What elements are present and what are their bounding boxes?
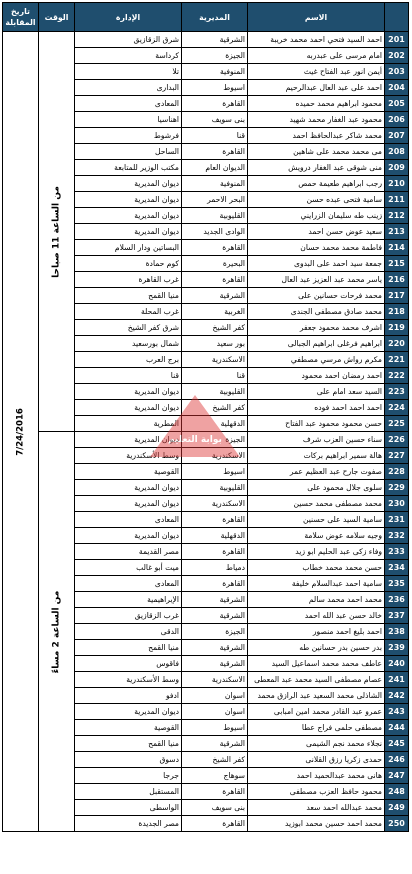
row-admin: ادفو: [75, 688, 182, 704]
row-directorate: الجيزة: [182, 432, 248, 448]
time-slot-cell: [39, 32, 75, 432]
row-directorate: بنى سويف: [182, 112, 248, 128]
row-admin: ميت أبو غالب: [75, 560, 182, 576]
row-admin: ديوان المديرية: [75, 224, 182, 240]
row-directorate: الاسكندرية: [182, 352, 248, 368]
header-admin: الإدارة: [75, 3, 182, 32]
row-number: 218: [385, 304, 409, 320]
row-admin: فرشوط: [75, 128, 182, 144]
header-date: تاريخ المقابلة: [3, 3, 39, 32]
table-body: [3, 32, 409, 832]
row-admin: ديوان المديرية: [75, 384, 182, 400]
row-admin: مصر القديمة: [75, 544, 182, 560]
row-admin: الإبراهيمية: [75, 592, 182, 608]
row-directorate: الشرقية: [182, 592, 248, 608]
row-number: 214: [385, 240, 409, 256]
row-admin: وسط الأسكندرية: [75, 672, 182, 688]
row-number: 229: [385, 480, 409, 496]
row-admin: قنا: [75, 368, 182, 384]
row-admin: فاقوس: [75, 656, 182, 672]
row-admin: المعادى: [75, 576, 182, 592]
row-name: عصام مصطفى السيد محمد عبد المعطى: [248, 672, 385, 688]
row-number: 202: [385, 48, 409, 64]
row-name: احمد السيد فتحي احمد محمد خريبة: [248, 32, 385, 48]
row-number: 242: [385, 688, 409, 704]
time-slot-cell: [39, 432, 75, 832]
row-directorate: بنى سويف: [182, 800, 248, 816]
row-admin: الساحل: [75, 144, 182, 160]
row-directorate: الاسكندرية: [182, 448, 248, 464]
row-directorate: القليوبية: [182, 208, 248, 224]
row-number: 233: [385, 544, 409, 560]
date-cell: [3, 32, 39, 832]
row-name: هانى محمد عبدالحميد احمد: [248, 768, 385, 784]
row-number: 243: [385, 704, 409, 720]
row-directorate: القاهرة: [182, 272, 248, 288]
row-number: 236: [385, 592, 409, 608]
row-admin: المعادى: [75, 96, 182, 112]
row-name: سلوى جلال محمود على: [248, 480, 385, 496]
row-directorate: قنا: [182, 368, 248, 384]
row-name: فاطمة محمد محمد حسان: [248, 240, 385, 256]
row-directorate: اسوان: [182, 688, 248, 704]
row-admin: ديوان المديرية: [75, 704, 182, 720]
row-directorate: دمياط: [182, 560, 248, 576]
row-directorate: اسيوط: [182, 80, 248, 96]
row-admin: غرب الزقازيق: [75, 608, 182, 624]
row-admin: ديوان المديرية: [75, 176, 182, 192]
row-admin: كرداسة: [75, 48, 182, 64]
row-admin: مصر الجديدة: [75, 816, 182, 832]
row-name: محمد احمد حسين محمد ابوزيد: [248, 816, 385, 832]
row-number: 219: [385, 320, 409, 336]
row-name: عمرو عبد القادر محمد امين امبابى: [248, 704, 385, 720]
row-number: 249: [385, 800, 409, 816]
row-admin: ديوان المديرية: [75, 496, 182, 512]
row-name: محمد فرحات حسانين على: [248, 288, 385, 304]
row-number: 201: [385, 32, 409, 48]
row-admin: تلا: [75, 64, 182, 80]
row-directorate: القاهرة: [182, 784, 248, 800]
row-admin: دسوق: [75, 752, 182, 768]
row-number: 223: [385, 384, 409, 400]
row-number: 250: [385, 816, 409, 832]
row-number: 237: [385, 608, 409, 624]
row-directorate: الشرقية: [182, 640, 248, 656]
row-name: سامية احمد عبدالسلام خليفة: [248, 576, 385, 592]
row-admin: المعادى: [75, 512, 182, 528]
row-name: احمد بليغ احمد منصور: [248, 624, 385, 640]
row-admin: غرب المحلة: [75, 304, 182, 320]
row-admin: الدقى: [75, 624, 182, 640]
row-admin: منيا القمح: [75, 736, 182, 752]
row-number: 224: [385, 400, 409, 416]
time-slot-label: من الساعة 2 مساءً: [51, 590, 61, 673]
row-admin: وسط الأسكندرية: [75, 448, 182, 464]
row-name: محمد صادق مصطفى الجندى: [248, 304, 385, 320]
row-name: أيمن انور عبد الفتاح غيث: [248, 64, 385, 80]
row-directorate: الوادى الجديد: [182, 224, 248, 240]
row-number: 227: [385, 448, 409, 464]
row-name: محمود عبد الغفار محمد شهيد: [248, 112, 385, 128]
row-number: 239: [385, 640, 409, 656]
row-name: محمد شاكر عبدالحافظ احمد: [248, 128, 385, 144]
row-name: سعيد عوض حسن احمد: [248, 224, 385, 240]
time-slot-label: من الساعة 11 صباحا: [51, 185, 61, 278]
row-number: 234: [385, 560, 409, 576]
row-directorate: الديوان العام: [182, 160, 248, 176]
row-admin: ديوان المديرية: [75, 400, 182, 416]
row-admin: شرق الزقازيق: [75, 32, 182, 48]
row-name: منى شوقى عبد الغفار درويش: [248, 160, 385, 176]
row-admin: ديوان المديرية: [75, 208, 182, 224]
row-directorate: القاهرة: [182, 512, 248, 528]
row-number: 248: [385, 784, 409, 800]
row-directorate: القليوبية: [182, 384, 248, 400]
row-directorate: كفر الشيخ: [182, 400, 248, 416]
row-number: 247: [385, 768, 409, 784]
row-number: 231: [385, 512, 409, 528]
header-directorate: المديرية: [182, 3, 248, 32]
row-directorate: القاهرة: [182, 576, 248, 592]
row-name: مكرم رواش مرسي مصطفي: [248, 352, 385, 368]
interview-table: [2, 2, 409, 832]
row-directorate: اسوان: [182, 704, 248, 720]
row-admin: جرجا: [75, 768, 182, 784]
row-number: 206: [385, 112, 409, 128]
row-number: 246: [385, 752, 409, 768]
row-admin: برج العرب: [75, 352, 182, 368]
row-name: الشاذلى محمد السعيد عبد الرازق محمد: [248, 688, 385, 704]
row-admin: شمال بورسعيد: [75, 336, 182, 352]
table-row: [3, 432, 409, 448]
row-name: سامية فتحى عبده حسن: [248, 192, 385, 208]
row-number: 241: [385, 672, 409, 688]
row-directorate: الاسكندرية: [182, 672, 248, 688]
row-number: 216: [385, 272, 409, 288]
row-number: 210: [385, 176, 409, 192]
row-number: 238: [385, 624, 409, 640]
row-directorate: الشرقية: [182, 608, 248, 624]
row-number: 222: [385, 368, 409, 384]
row-name: ابراهيم فرغلى ابراهيم الجبالى: [248, 336, 385, 352]
row-admin: كوم حمادة: [75, 256, 182, 272]
row-admin: المطرية: [75, 416, 182, 432]
row-admin: البساتين ودار السلام: [75, 240, 182, 256]
row-name: بدر حسين بدر حسانين طه: [248, 640, 385, 656]
row-number: 209: [385, 160, 409, 176]
row-name: حمدى زكريا رزق القلانى: [248, 752, 385, 768]
row-number: 213: [385, 224, 409, 240]
row-name: اشرف محمد محمود جعفر: [248, 320, 385, 336]
row-directorate: اسيوط: [182, 720, 248, 736]
row-directorate: اسيوط: [182, 464, 248, 480]
row-name: السيد سعد امام على: [248, 384, 385, 400]
interview-date: 7/24/2016: [15, 407, 25, 456]
row-name: وفاء زكى عبد الحليم ابو زيد: [248, 544, 385, 560]
row-name: حسن محمود محمود عبد الفتاح: [248, 416, 385, 432]
row-name: محمد عبدالله احمد سعد: [248, 800, 385, 816]
row-directorate: القاهرة: [182, 816, 248, 832]
header-name: الاسم: [248, 3, 385, 32]
row-directorate: الدقهلية: [182, 416, 248, 432]
row-name: مصطفى حلمى فراج عطا: [248, 720, 385, 736]
row-name: محمود ابراهيم محمد حميده: [248, 96, 385, 112]
row-admin: الواسطى: [75, 800, 182, 816]
row-admin: منيا القمح: [75, 288, 182, 304]
row-number: 228: [385, 464, 409, 480]
row-number: 204: [385, 80, 409, 96]
row-number: 215: [385, 256, 409, 272]
row-number: 245: [385, 736, 409, 752]
row-directorate: سوهاج: [182, 768, 248, 784]
row-number: 232: [385, 528, 409, 544]
row-name: هالة سمير ابراهيم بركات: [248, 448, 385, 464]
row-directorate: الدقهلية: [182, 528, 248, 544]
row-name: خالد حسن عبد الله احمد: [248, 608, 385, 624]
row-directorate: الاسكندرية: [182, 496, 248, 512]
row-directorate: قنا: [182, 128, 248, 144]
row-number: 220: [385, 336, 409, 352]
row-number: 244: [385, 720, 409, 736]
row-name: احمد رمضان احمد محمود: [248, 368, 385, 384]
row-directorate: القاهرة: [182, 144, 248, 160]
row-name: جمعة سيد احمد على البدوى: [248, 256, 385, 272]
row-number: 221: [385, 352, 409, 368]
row-name: حسن محمد محمد خطاب: [248, 560, 385, 576]
row-directorate: البحيرة: [182, 256, 248, 272]
row-directorate: بور سعيد: [182, 336, 248, 352]
row-directorate: الشرقية: [182, 736, 248, 752]
row-number: 205: [385, 96, 409, 112]
row-admin: غرب القاهرة: [75, 272, 182, 288]
row-admin: ديوان المديرية: [75, 528, 182, 544]
row-name: رجب ابراهيم طعيمة حمص: [248, 176, 385, 192]
row-admin: ديوان المديرية: [75, 480, 182, 496]
row-admin: ديوان المديرية: [75, 432, 182, 448]
row-directorate: الشرقية: [182, 656, 248, 672]
row-name: محمد مصطفى محمد حسين: [248, 496, 385, 512]
row-admin: البدارى: [75, 80, 182, 96]
table-row: [3, 32, 409, 48]
row-admin: القوصية: [75, 720, 182, 736]
watermark-text: بوابة التعليم: [168, 435, 222, 445]
row-directorate: الشرقية: [182, 32, 248, 48]
row-directorate: كفر الشيخ: [182, 752, 248, 768]
row-name: وجيه سلامه عوض سلامة: [248, 528, 385, 544]
row-name: ياسر محمد عبد العزيز عبد العال: [248, 272, 385, 288]
row-name: سناء حسين العزب شرف: [248, 432, 385, 448]
row-number: 203: [385, 64, 409, 80]
row-name: سامية السيد على حسنين: [248, 512, 385, 528]
row-name: صفوت جارح عبد العظيم عمر: [248, 464, 385, 480]
row-admin: القوصية: [75, 464, 182, 480]
row-name: مى محمد محمد على شاهين: [248, 144, 385, 160]
row-admin: ديوان المديرية: [75, 192, 182, 208]
row-number: 211: [385, 192, 409, 208]
row-admin: مكتب الوزير للمتابعة: [75, 160, 182, 176]
row-number: 235: [385, 576, 409, 592]
row-number: 212: [385, 208, 409, 224]
row-number: 225: [385, 416, 409, 432]
header-num: [385, 3, 409, 32]
row-name: زينب طه سليمان الزرايني: [248, 208, 385, 224]
row-number: 217: [385, 288, 409, 304]
row-admin: شرق كفر الشيخ: [75, 320, 182, 336]
row-name: احمد احمد احمد فوده: [248, 400, 385, 416]
row-directorate: الجيزة: [182, 624, 248, 640]
header-row: [3, 3, 409, 32]
row-directorate: القليوبية: [182, 480, 248, 496]
row-number: 240: [385, 656, 409, 672]
row-admin: منيا القمح: [75, 640, 182, 656]
row-name: احمد على عبد العال عبدالرحيم: [248, 80, 385, 96]
row-number: 208: [385, 144, 409, 160]
row-directorate: القاهرة: [182, 544, 248, 560]
row-directorate: الجيزة: [182, 48, 248, 64]
row-number: 207: [385, 128, 409, 144]
row-name: محمد احمد محمد سالم: [248, 592, 385, 608]
row-name: نجلاء محمد نجم الشيمى: [248, 736, 385, 752]
header-time: الوقت: [39, 3, 75, 32]
row-name: عاطف محمد محمد اسماعيل السيد: [248, 656, 385, 672]
row-directorate: البحر الاحمر: [182, 192, 248, 208]
row-directorate: كفر الشيخ: [182, 320, 248, 336]
row-number: 226: [385, 432, 409, 448]
row-directorate: الغربية: [182, 304, 248, 320]
row-directorate: القاهرة: [182, 240, 248, 256]
row-directorate: الشرقية: [182, 288, 248, 304]
row-directorate: القاهرة: [182, 96, 248, 112]
schedule-sheet: [2, 2, 408, 832]
row-number: 230: [385, 496, 409, 512]
row-name: محمود حافظ العزب مصطفى: [248, 784, 385, 800]
row-name: امام مرسى على عبدربه: [248, 48, 385, 64]
row-admin: المستقبل: [75, 784, 182, 800]
row-admin: اهناسيا: [75, 112, 182, 128]
row-directorate: المنوفية: [182, 64, 248, 80]
row-directorate: المنوفية: [182, 176, 248, 192]
